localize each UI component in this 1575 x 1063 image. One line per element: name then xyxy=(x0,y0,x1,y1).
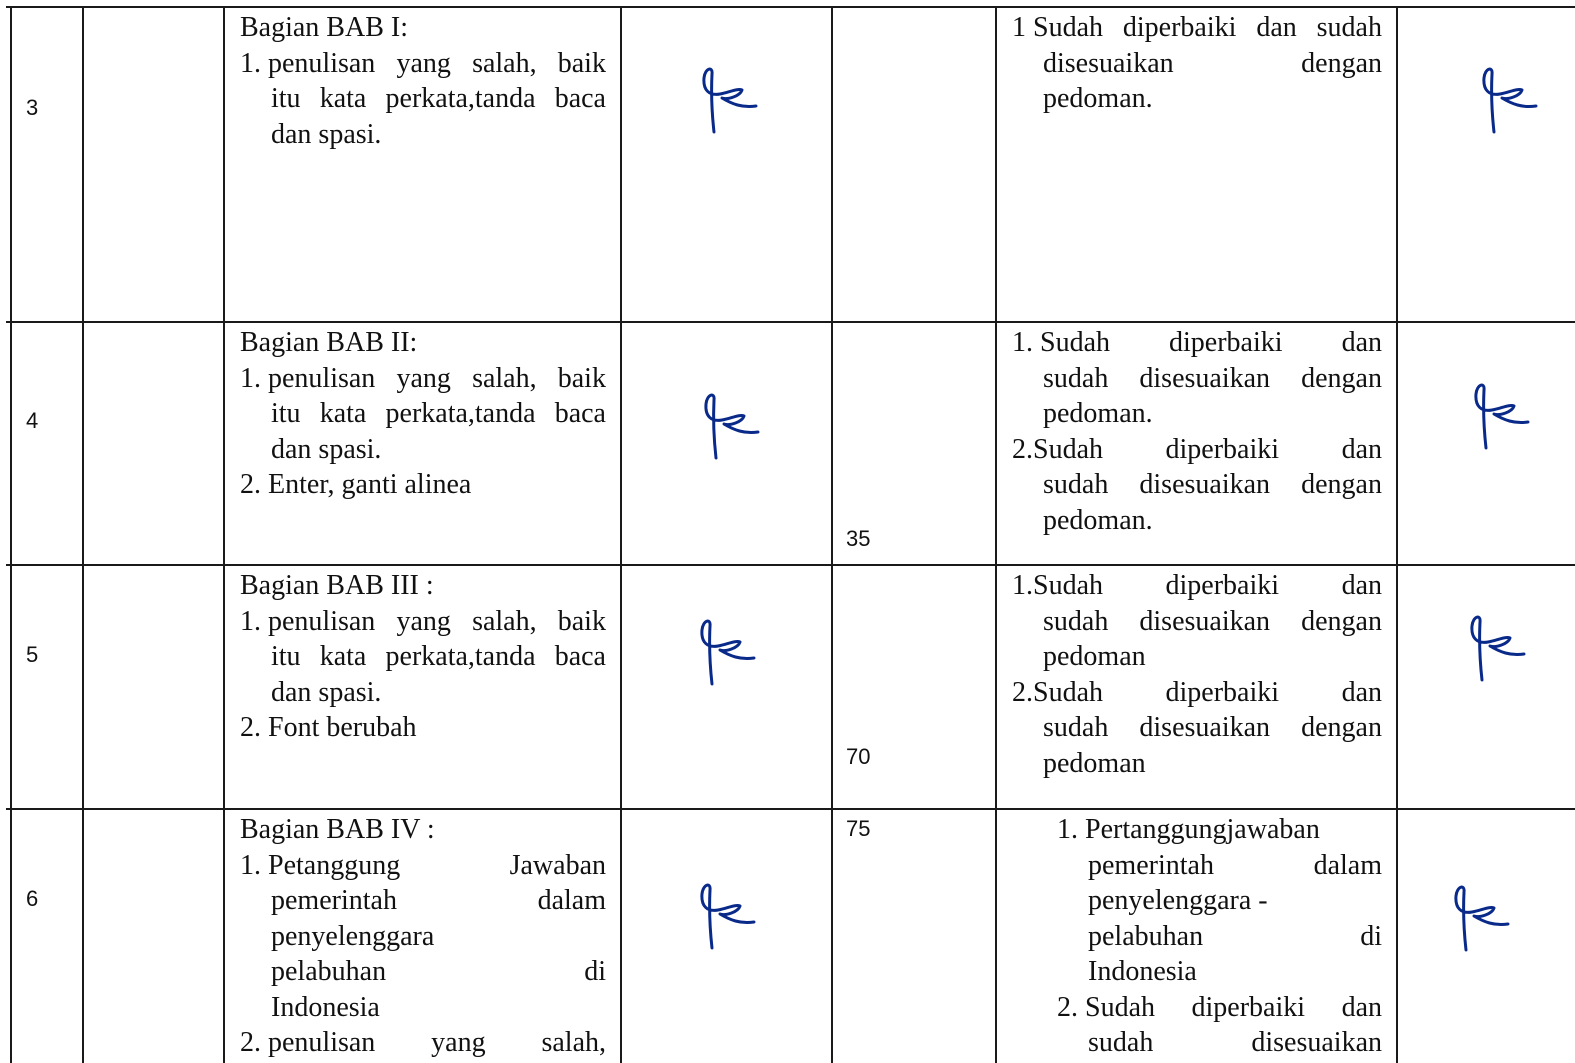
section-heading: Bagian BAB III : xyxy=(240,570,434,601)
grid-line xyxy=(831,6,833,1063)
problem-cell xyxy=(240,325,606,503)
section-heading: Bagian BAB I: xyxy=(240,12,408,43)
text-line: 1. Petanggung Jawaban xyxy=(240,849,606,881)
text-line: sudah disesuaikan xyxy=(1088,1027,1382,1058)
text-line: dan spasi. xyxy=(271,118,382,150)
text-line: itu kata perkata,tanda baca xyxy=(271,641,606,672)
signature-icon xyxy=(1478,62,1542,140)
text-line: 1 Sudah diperbaiki dan sudah xyxy=(1012,12,1382,43)
text-line: dan spasi. xyxy=(271,433,382,465)
fix-cell xyxy=(1057,812,1382,1061)
text-line: sudah disesuaikan dengan xyxy=(1043,605,1382,637)
text-line: 2. penulisan yang salah, xyxy=(240,1027,606,1058)
text-line: pelabuhan di xyxy=(271,956,606,987)
text-line: pedoman xyxy=(1043,641,1146,672)
text-line: sudah disesuaikan dengan xyxy=(1043,712,1382,743)
signature-icon xyxy=(1450,880,1514,958)
section-heading: Bagian BAB II: xyxy=(240,327,418,358)
text-line: pemerintah dalam xyxy=(271,885,606,916)
text-line: 1.Sudah diperbaiki dan xyxy=(1012,570,1382,601)
signature-icon xyxy=(698,62,762,140)
text-line: 1. penulisan yang salah, baik xyxy=(240,362,606,394)
text-line: 2.Sudah diperbaiki dan xyxy=(1012,433,1382,465)
text-line: Indonesia xyxy=(1088,956,1197,987)
text-line: pedoman. xyxy=(1043,504,1153,536)
row-number: 3 xyxy=(26,95,39,120)
problem-cell xyxy=(240,568,606,746)
text-line: 2.Sudah diperbaiki dan xyxy=(1012,676,1382,708)
text-line: 2. Enter, ganti alinea xyxy=(240,469,472,500)
page-number: 70 xyxy=(846,744,871,769)
text-line: penyelenggara - xyxy=(1088,885,1268,916)
signature-icon xyxy=(1470,378,1534,456)
text-line: disesuaikan dengan xyxy=(1043,47,1382,79)
grid-line xyxy=(620,6,622,1063)
text-line: 1. penulisan yang salah, baik xyxy=(240,605,606,637)
page-number: 35 xyxy=(846,526,871,551)
signature-icon xyxy=(1466,610,1530,688)
text-line: penyelenggara xyxy=(271,920,435,952)
grid-line xyxy=(6,6,1575,8)
text-line: dan spasi. xyxy=(271,676,382,708)
text-line: sudah disesuaikan dengan xyxy=(1043,362,1382,394)
problem-cell xyxy=(240,10,606,152)
row-number: 5 xyxy=(26,642,39,667)
fix-cell xyxy=(1012,10,1382,117)
grid-line xyxy=(6,564,1575,566)
grid-line xyxy=(1396,6,1398,1063)
text-line: sudah disesuaikan dengan xyxy=(1043,469,1382,500)
fix-cell xyxy=(1012,568,1382,781)
signature-icon xyxy=(700,388,764,466)
section-heading: Bagian BAB IV : xyxy=(240,814,435,845)
problem-cell xyxy=(240,812,606,1061)
grid-line xyxy=(6,321,1575,323)
text-line: 2. Font berubah xyxy=(240,712,417,743)
fix-cell xyxy=(1012,325,1382,538)
text-line: 2. Sudah diperbaiki dan xyxy=(1057,991,1382,1023)
text-line: 1. penulisan yang salah, baik xyxy=(240,47,606,79)
text-line: pedoman xyxy=(1043,747,1146,779)
text-line: 1. Pertanggungjawaban xyxy=(1057,814,1320,845)
row-number: 6 xyxy=(26,886,39,911)
page-number: 75 xyxy=(846,816,871,841)
grid-line xyxy=(82,6,84,1063)
text-line: pelabuhan di xyxy=(1088,920,1382,952)
text-line: pemerintah dalam xyxy=(1088,849,1382,881)
text-line: itu kata perkata,tanda baca xyxy=(271,398,606,429)
grid-line xyxy=(995,6,997,1063)
signature-icon xyxy=(696,878,760,956)
text-line: itu kata perkata,tanda baca xyxy=(271,83,606,114)
row-number: 4 xyxy=(26,408,39,433)
grid-line xyxy=(10,6,12,1063)
grid-line xyxy=(223,6,225,1063)
signature-icon xyxy=(696,614,760,692)
text-line: 1. Sudah diperbaiki dan xyxy=(1012,327,1382,358)
text-line: pedoman. xyxy=(1043,83,1153,114)
grid-line xyxy=(6,808,1575,810)
text-line: pedoman. xyxy=(1043,398,1153,429)
text-line: Indonesia xyxy=(271,991,380,1023)
